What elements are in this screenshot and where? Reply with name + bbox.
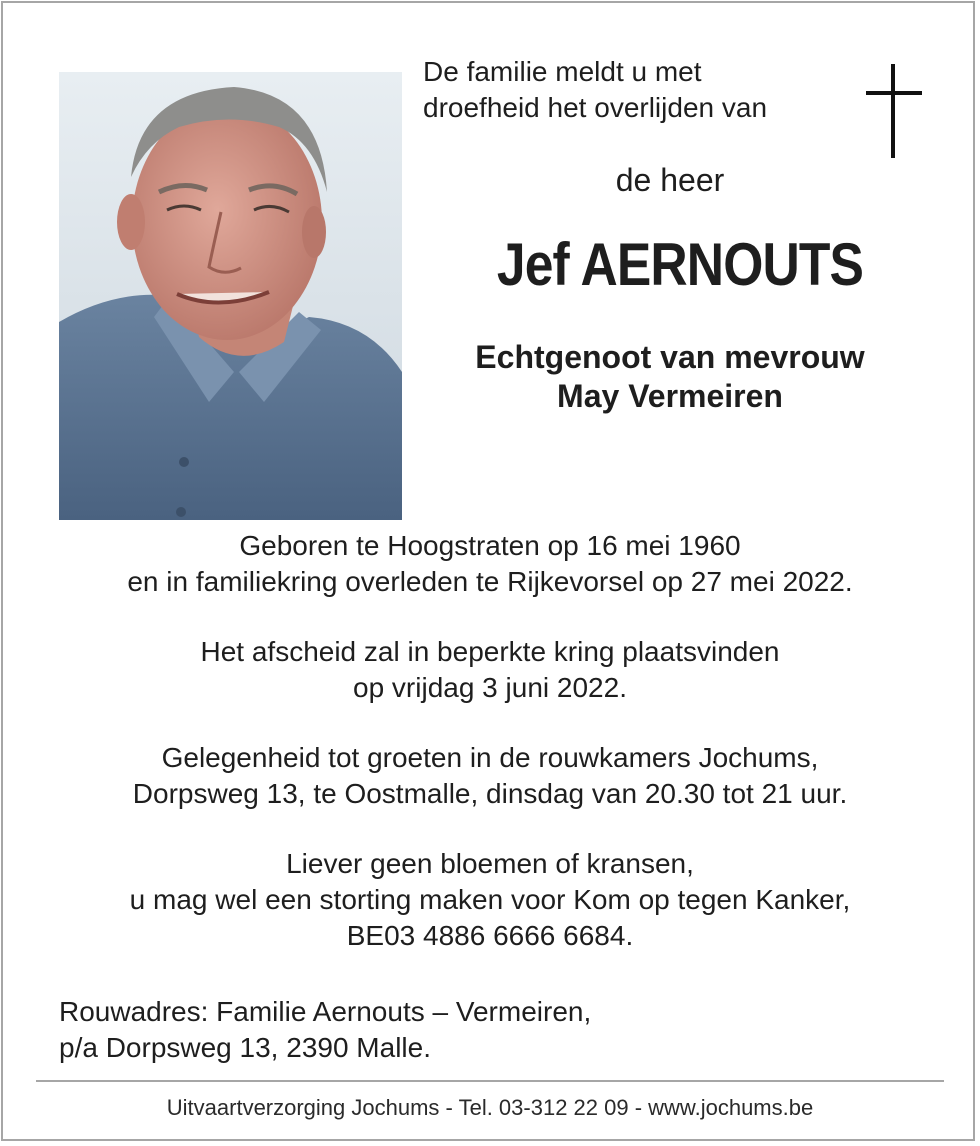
paragraph-line: Dorpsweg 13, te Oostmalle, dinsdag van 20.30 tot 21 uur. (132, 778, 848, 809)
deceased-name: Jef AERNOUTS (496, 231, 864, 298)
birth-death-paragraph (40, 528, 940, 600)
paragraph-line: u mag wel een storting maken voor Kom op tegen Kanker, (129, 884, 851, 915)
mourning-address (59, 994, 759, 1066)
address-line: p/a Dorpsweg 13, 2390 Malle. (59, 1032, 431, 1063)
cross-icon (866, 64, 922, 160)
spouse-line: May Vermeiren (557, 378, 783, 414)
funeral-home-footer: Uitvaartverzorging Jochums - Tel. 03-312 22 09 - www.jochums.be (166, 1095, 814, 1120)
footer-divider (36, 1080, 944, 1082)
intro-line: De familie meldt u met (423, 56, 702, 87)
paragraph-line: Geboren te Hoogstraten op 16 mei 1960 (239, 530, 741, 561)
paragraph-line: Liever geen bloemen of kransen, (286, 848, 694, 879)
spouse-line: Echtgenoot van mevrouw (475, 339, 865, 375)
intro-line: droefheid het overlijden van (423, 92, 768, 123)
paragraph-line: en in familiekring overleden te Rijkevorsel op 27 mei 2022. (127, 566, 853, 597)
portrait-photo (59, 72, 402, 520)
spouse-info (420, 338, 920, 416)
farewell-paragraph (40, 634, 940, 706)
paragraph-line: Gelegenheid tot groeten in de rouwkamers Jochums, (161, 742, 819, 773)
paragraph-line: BE03 4886 6666 6684. (346, 920, 634, 951)
paragraph-line: op vrijdag 3 juni 2022. (353, 672, 627, 703)
salutation: de heer (615, 162, 725, 198)
visitation-paragraph (40, 740, 940, 812)
paragraph-line: Het afscheid zal in beperkte kring plaatsvinden (200, 636, 780, 667)
intro-text (423, 54, 843, 126)
donation-paragraph (40, 846, 940, 954)
address-line: Rouwadres: Familie Aernouts – Vermeiren, (59, 996, 592, 1027)
